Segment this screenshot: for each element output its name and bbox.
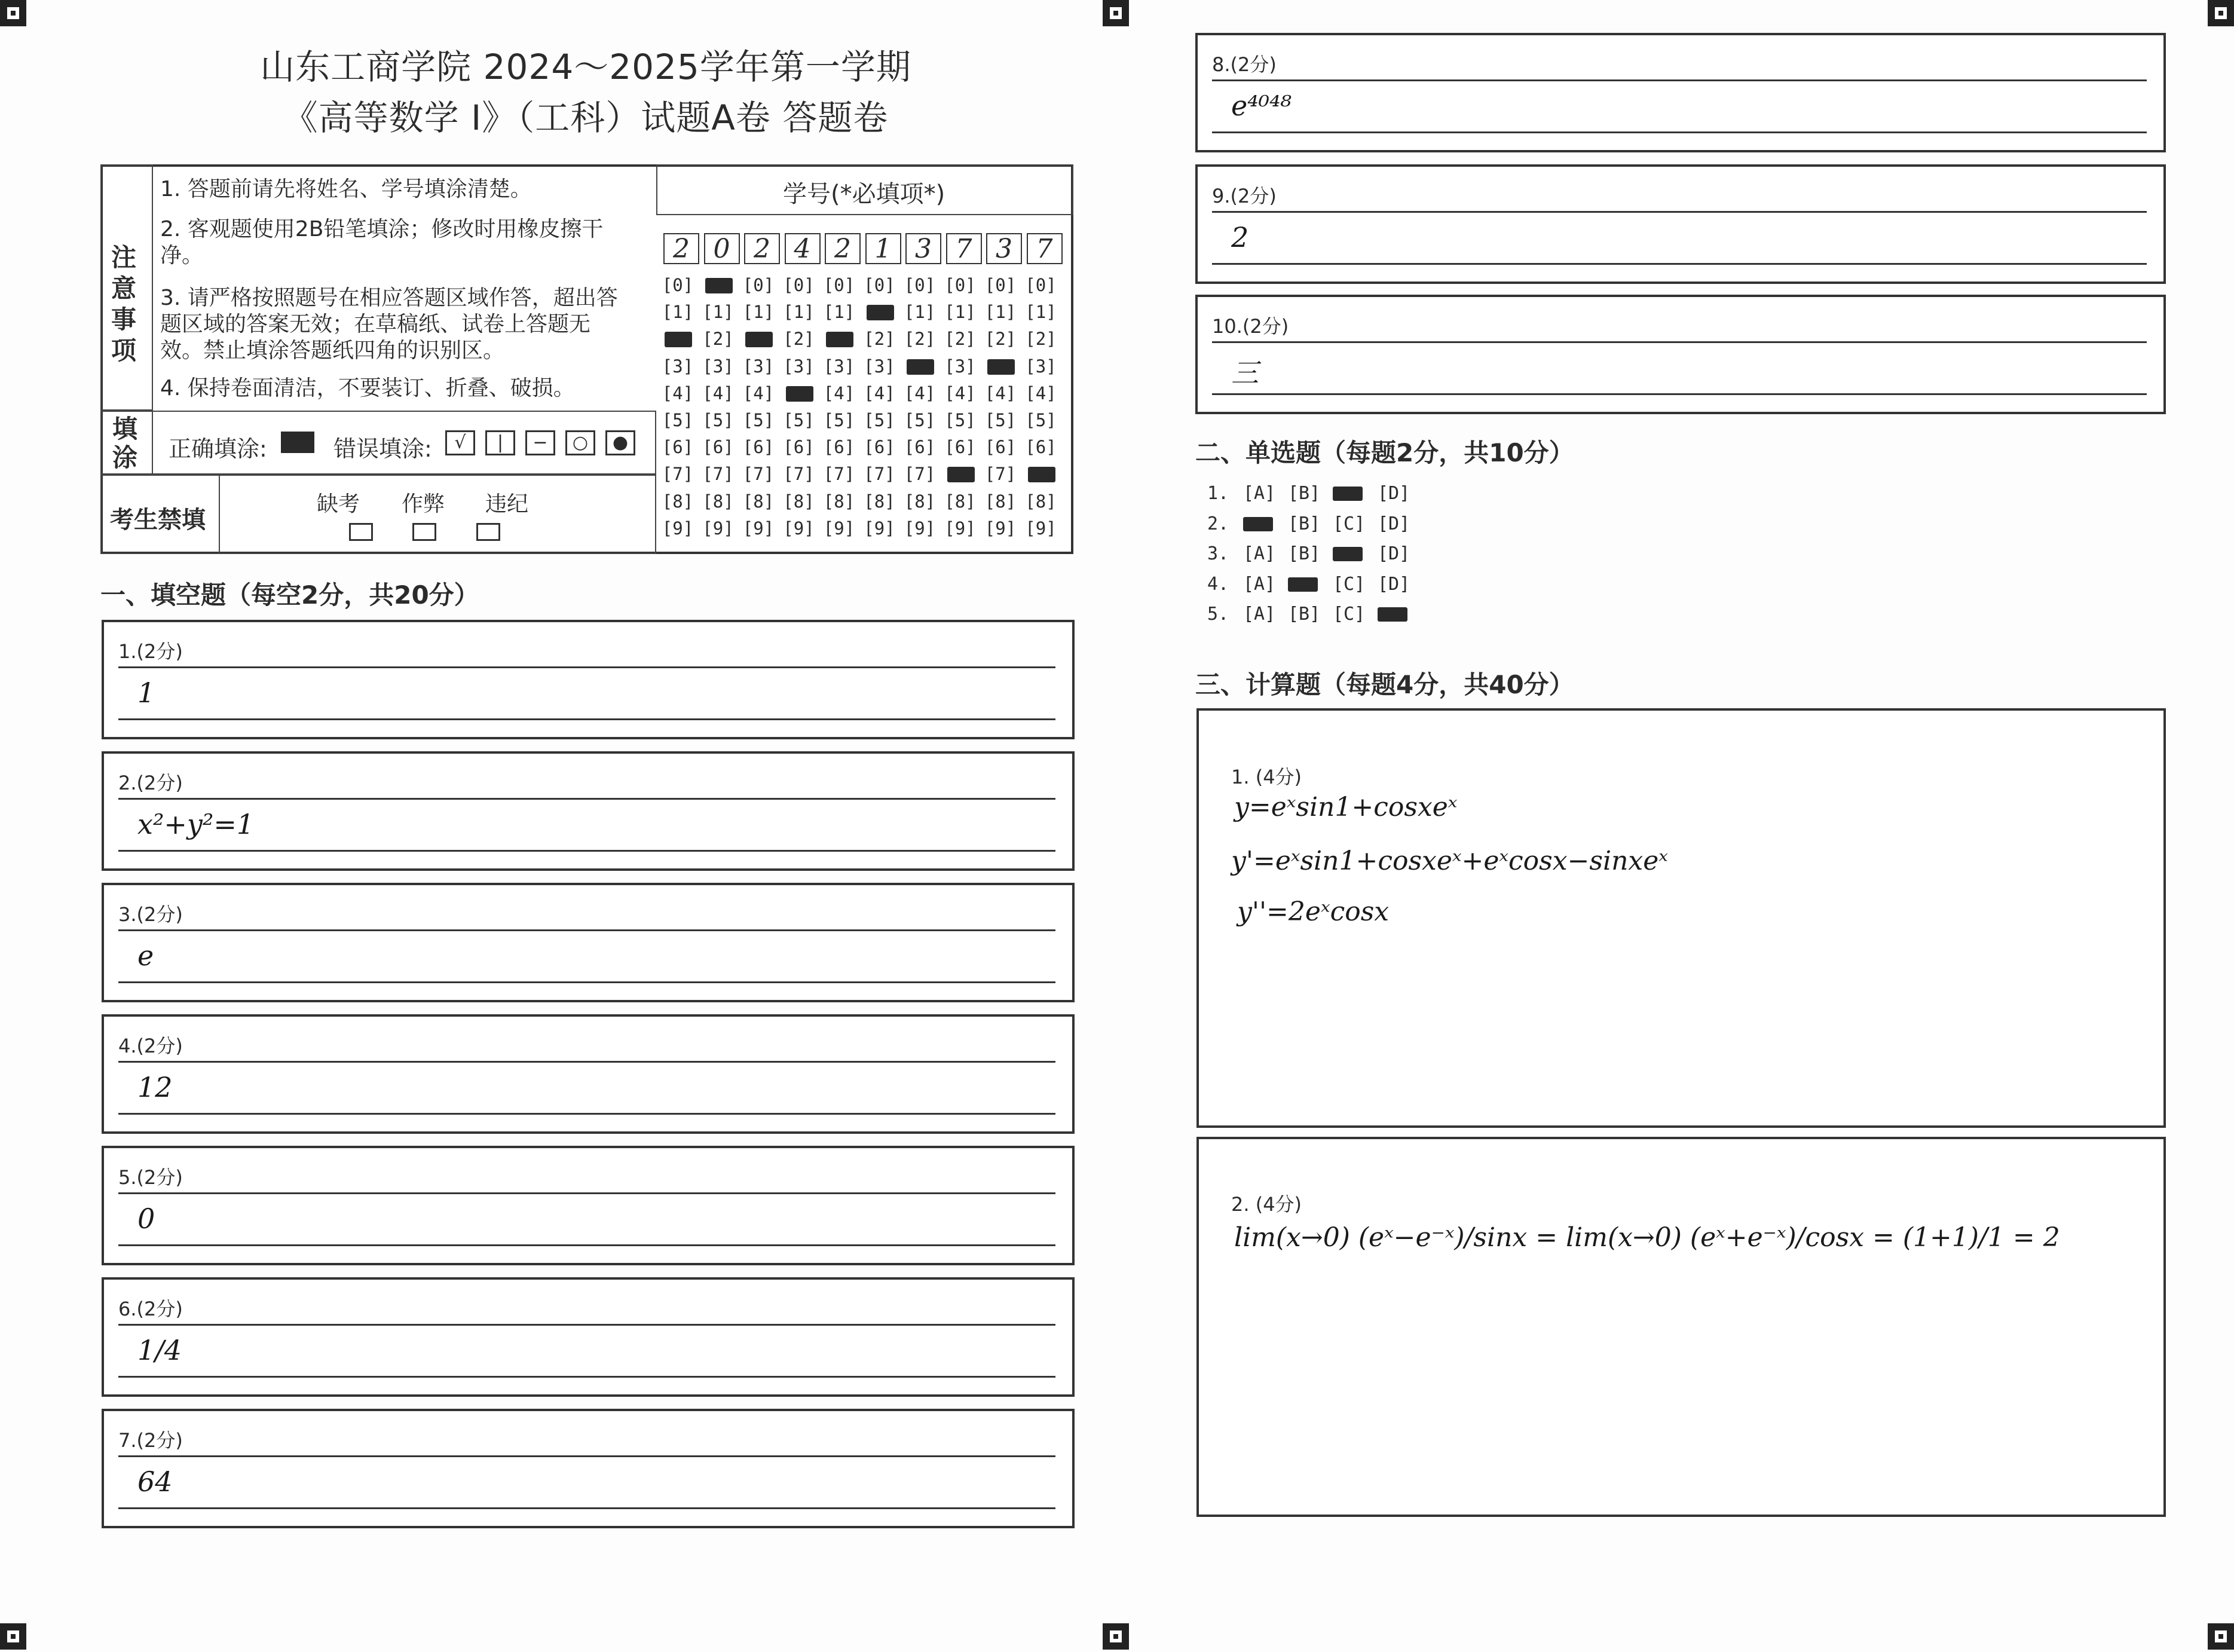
exam-title-line2: 《高等数学 I》（工科）试题A卷 答题卷: [283, 97, 889, 138]
correct-fill-example: [281, 432, 314, 453]
student-id-bubble[interactable]: [3]: [1025, 356, 1057, 377]
student-id-bubble[interactable]: [8]: [864, 491, 895, 512]
answer-line: [118, 1113, 1055, 1115]
fill-in-answer-box-10[interactable]: [1195, 295, 2166, 414]
fill-in-answer: 0: [137, 1203, 155, 1235]
banned-checkbox-absent[interactable]: [349, 523, 373, 541]
answer-line: [118, 798, 1055, 800]
correct-fill-label: 正确填涂:: [169, 436, 267, 462]
student-id-bubble[interactable]: [2]: [984, 329, 1017, 350]
mc-option[interactable]: [B]: [1288, 543, 1321, 564]
student-id-bubble[interactable]: [9]: [864, 518, 895, 539]
student-id-bubble[interactable]: [6]: [864, 437, 895, 458]
fill-in-answer-box-6[interactable]: [102, 1277, 1075, 1397]
student-id-bubble[interactable]: [1]: [823, 302, 855, 323]
mc-option-filled[interactable]: [1243, 517, 1273, 531]
student-id-bubble[interactable]: [7]: [662, 464, 694, 485]
mc-option[interactable]: [D]: [1378, 573, 1410, 595]
answer-line: [118, 981, 1055, 983]
answer-line: [1212, 211, 2147, 213]
answer-line: [118, 929, 1055, 931]
student-id-bubble[interactable]: [5]: [742, 410, 775, 430]
mc-option[interactable]: [A]: [1243, 573, 1276, 595]
fill-in-answer-box-5[interactable]: [102, 1146, 1075, 1265]
fill-in-answer-box-8[interactable]: [1195, 33, 2166, 152]
notice-item-2: 2. 客观题使用2B铅笔填涂；修改时用橡皮擦干净。: [160, 217, 604, 268]
fill-in-question-label: 3.(2分): [118, 903, 183, 926]
student-id-bubble[interactable]: [6]: [742, 437, 775, 458]
student-id-bubble[interactable]: [2]: [864, 329, 895, 350]
student-id-digit[interactable]: 1: [865, 233, 901, 264]
student-id-bubble[interactable]: [1]: [984, 302, 1017, 323]
notice-item-1: 1. 答题前请先将姓名、学号填涂清楚。: [160, 177, 532, 201]
exam-title-line1: 山东工商学院 2024～2025学年第一学期: [260, 47, 911, 87]
mc-option[interactable]: [D]: [1378, 513, 1410, 534]
student-id-bubble[interactable]: [2]: [702, 329, 734, 350]
calc-q1-line-1: y=eˣsin1+cosxeˣ: [1234, 792, 1458, 822]
student-id-bubble[interactable]: [3]: [864, 356, 895, 377]
student-id-bubble-filled[interactable]: [745, 332, 773, 347]
student-id-bubble[interactable]: [4]: [1025, 383, 1057, 403]
mc-question-number: 5.: [1207, 604, 1229, 625]
student-id-bubble[interactable]: [4]: [864, 383, 895, 403]
student-id-bubble[interactable]: [4]: [984, 383, 1017, 403]
fill-in-answer-box-9[interactable]: [1195, 164, 2166, 284]
fill-in-answer-box-4[interactable]: [102, 1014, 1075, 1134]
fill-in-question-label: 8.(2分): [1212, 53, 1277, 76]
student-id-digit[interactable]: 3: [905, 233, 941, 264]
calc-q2-label: 2. (4分): [1231, 1193, 1302, 1216]
student-id-bubble[interactable]: [8]: [1025, 491, 1057, 512]
student-id-bubble[interactable]: [0]: [823, 275, 855, 295]
fill-in-answer: 三: [1231, 357, 1259, 389]
student-id-bubble[interactable]: [3]: [742, 356, 775, 377]
section-single-choice-title: 二、单选题（每题2分，共10分）: [1195, 438, 1574, 467]
banned-checkbox-cheating[interactable]: [412, 523, 436, 541]
student-id-bubble[interactable]: [4]: [823, 383, 855, 403]
student-id-bubble[interactable]: [5]: [823, 410, 855, 430]
student-id-bubble[interactable]: [7]: [702, 464, 734, 485]
section-calculation-title: 三、计算题（每题4分，共40分）: [1195, 670, 1574, 699]
student-id-bubble[interactable]: [1]: [783, 302, 815, 323]
corner-marker-icon: [2208, 0, 2234, 26]
student-id-bubble-filled[interactable]: [1028, 467, 1055, 482]
student-id-bubble[interactable]: [9]: [984, 518, 1017, 539]
mc-option[interactable]: [D]: [1378, 543, 1410, 564]
answer-line: [118, 1376, 1055, 1378]
student-id-bubble-filled[interactable]: [867, 305, 894, 320]
mc-option[interactable]: [B]: [1288, 483, 1321, 504]
corner-marker-icon: [1103, 1623, 1129, 1650]
mc-question-number: 3.: [1207, 543, 1229, 564]
fill-in-question-label: 6.(2分): [118, 1298, 183, 1320]
student-id-bubble[interactable]: [6]: [904, 437, 936, 458]
answer-line: [118, 850, 1055, 852]
answer-line: [118, 1324, 1055, 1326]
answer-line: [118, 1455, 1055, 1457]
mc-option-filled[interactable]: [1288, 577, 1318, 592]
notice-side-label: 注意事项: [111, 243, 137, 365]
fill-in-answer-box-7[interactable]: [102, 1409, 1075, 1528]
student-id-bubble[interactable]: [7]: [904, 464, 936, 485]
wrong-fill-example: |: [485, 430, 515, 455]
student-id-bubble[interactable]: [4]: [702, 383, 734, 403]
student-id-bubble[interactable]: [5]: [904, 410, 936, 430]
fill-in-question-label: 9.(2分): [1212, 185, 1277, 207]
student-id-bubble[interactable]: [4]: [662, 383, 694, 403]
student-id-bubble[interactable]: [9]: [662, 518, 694, 539]
student-id-bubble-filled[interactable]: [907, 359, 934, 375]
student-id-bubble[interactable]: [0]: [1025, 275, 1057, 295]
fill-in-answer: 64: [137, 1466, 173, 1498]
fill-in-answer: 2: [1231, 221, 1249, 253]
fill-side-label: 填涂: [112, 414, 138, 472]
mc-option[interactable]: [C]: [1333, 513, 1366, 534]
student-id-bubble[interactable]: [1]: [904, 302, 936, 323]
student-id-bubble[interactable]: [5]: [984, 410, 1017, 430]
calc-q1-label: 1. (4分): [1231, 766, 1302, 788]
answer-line: [1212, 393, 2147, 395]
section-fill-in-title: 一、填空题（每空2分，共20分）: [100, 580, 479, 610]
banned-label: 考生禁填: [110, 506, 206, 534]
fill-in-answer: e: [137, 940, 154, 972]
banned-checkbox-violation[interactable]: [476, 523, 500, 541]
student-id-bubble[interactable]: [8]: [742, 491, 775, 512]
student-id-bubble[interactable]: [6]: [783, 437, 815, 458]
fill-in-answer-box-1[interactable]: [102, 620, 1075, 739]
student-id-bubble[interactable]: [1]: [662, 302, 694, 323]
mc-option[interactable]: [B]: [1288, 513, 1321, 534]
student-id-bubble[interactable]: [8]: [984, 491, 1017, 512]
corner-marker-icon: [1103, 0, 1129, 26]
mc-question-number: 1.: [1207, 483, 1229, 504]
fill-in-answer: e⁴⁰⁴⁸: [1231, 90, 1292, 122]
mc-question-number: 2.: [1207, 513, 1229, 534]
wrong-fill-example: ○: [565, 430, 595, 455]
student-id-digit[interactable]: 2: [744, 233, 780, 264]
wrong-fill-example: ●: [605, 430, 635, 455]
student-id-bubble[interactable]: [1]: [944, 302, 976, 323]
fill-in-answer: x²+y²=1: [137, 808, 255, 840]
student-id-digit[interactable]: 7: [946, 233, 982, 264]
student-id-bubble-filled[interactable]: [947, 467, 975, 482]
answer-line: [1212, 131, 2147, 133]
fill-in-answer: 1/4: [137, 1334, 182, 1366]
student-id-bubble-filled[interactable]: [786, 386, 813, 402]
student-id-digit[interactable]: 3: [986, 233, 1022, 264]
answer-line: [1212, 263, 2147, 265]
student-id-bubble[interactable]: [6]: [662, 437, 694, 458]
student-id-bubble[interactable]: [3]: [823, 356, 855, 377]
student-id-bubble[interactable]: [4]: [904, 383, 936, 403]
student-id-bubble[interactable]: [4]: [944, 383, 976, 403]
student-id-bubble[interactable]: [7]: [864, 464, 895, 485]
notice-item-4: 4. 保持卷面清洁，不要装订、折叠、破损。: [160, 376, 575, 400]
corner-marker-icon: [0, 0, 26, 26]
calc-q2-line: lim(x→0) (eˣ−e⁻ˣ)/sinx = lim(x→0) (eˣ+e⁻ˣ)/cosx = (1+1)/1 = 2: [1234, 1222, 2060, 1253]
student-id-bubble[interactable]: [4]: [742, 383, 775, 403]
student-id-digit[interactable]: 2: [663, 233, 699, 264]
calc-answer-box-2[interactable]: [1196, 1137, 2166, 1517]
fill-in-answer-box-3[interactable]: [102, 883, 1075, 1002]
student-id-bubble[interactable]: [9]: [904, 518, 936, 539]
mc-option[interactable]: [C]: [1333, 604, 1366, 625]
student-id-bubble[interactable]: [5]: [783, 410, 815, 430]
calc-q1-line-3: y''=2eˣcosx: [1237, 897, 1390, 927]
student-id-digit[interactable]: 2: [825, 233, 861, 264]
fill-in-question-label: 10.(2分): [1212, 315, 1289, 338]
student-id-bubble[interactable]: [3]: [944, 356, 976, 377]
student-id-bubble[interactable]: [0]: [984, 275, 1017, 295]
student-id-bubble[interactable]: [8]: [904, 491, 936, 512]
student-id-bubble[interactable]: [3]: [783, 356, 815, 377]
student-id-bubble[interactable]: [9]: [783, 518, 815, 539]
student-id-bubble[interactable]: [1]: [1025, 302, 1057, 323]
student-id-bubble[interactable]: [2]: [1025, 329, 1057, 350]
mc-option-filled[interactable]: [1333, 547, 1363, 561]
answer-line: [118, 1507, 1055, 1509]
fill-in-answer: 1: [137, 677, 155, 709]
mc-option-filled[interactable]: [1333, 487, 1363, 501]
corner-marker-icon: [0, 1623, 26, 1650]
student-id-bubble[interactable]: [6]: [944, 437, 976, 458]
student-id-bubble[interactable]: [6]: [702, 437, 734, 458]
student-id-bubble[interactable]: [0]: [662, 275, 694, 295]
student-id-bubble[interactable]: [9]: [823, 518, 855, 539]
mc-option-filled[interactable]: [1378, 607, 1407, 622]
student-id-bubble-filled[interactable]: [705, 278, 733, 293]
answer-line: [118, 718, 1055, 720]
student-id-bubble[interactable]: [7]: [823, 464, 855, 485]
wrong-fill-example: −: [525, 430, 555, 455]
banned-option-absent: 缺考: [317, 492, 360, 516]
mc-option[interactable]: [A]: [1243, 604, 1276, 625]
mc-option[interactable]: [B]: [1288, 604, 1321, 625]
student-id-digit[interactable]: 4: [785, 233, 821, 264]
answer-line: [118, 1192, 1055, 1194]
student-id-bubble[interactable]: [8]: [783, 491, 815, 512]
student-id-bubble[interactable]: [2]: [783, 329, 815, 350]
mc-option[interactable]: [A]: [1243, 483, 1276, 504]
banned-option-cheating: 作弊: [402, 492, 445, 516]
corner-marker-icon: [2208, 1623, 2234, 1650]
student-id-bubble[interactable]: [6]: [1025, 437, 1057, 458]
student-id-bubble[interactable]: [5]: [1025, 410, 1057, 430]
student-id-bubble[interactable]: [5]: [864, 410, 895, 430]
answer-line: [118, 1244, 1055, 1246]
student-id-bubble[interactable]: [0]: [742, 275, 775, 295]
answer-line: [118, 666, 1055, 668]
student-id-bubble[interactable]: [2]: [944, 329, 976, 350]
student-id-bubble[interactable]: [9]: [944, 518, 976, 539]
student-id-bubble[interactable]: [3]: [662, 356, 694, 377]
banned-option-violation: 违纪: [485, 492, 529, 516]
student-id-bubble[interactable]: [9]: [742, 518, 775, 539]
fill-in-question-label: 7.(2分): [118, 1429, 183, 1452]
fill-in-question-label: 1.(2分): [118, 640, 183, 663]
student-id-bubble[interactable]: [8]: [702, 491, 734, 512]
student-id-bubble[interactable]: [1]: [742, 302, 775, 323]
fill-in-question-label: 5.(2分): [118, 1166, 183, 1189]
student-id-bubble[interactable]: [0]: [783, 275, 815, 295]
student-id-bubble[interactable]: [0]: [864, 275, 895, 295]
student-id-bubble[interactable]: [2]: [904, 329, 936, 350]
fill-in-question-label: 2.(2分): [118, 772, 183, 794]
notice-item-3: 3. 请严格按照题号在相应答题区域作答，超出答题区域的答案无效；在草稿纸、试卷上答题无效。禁止填涂答题纸四角的识别区。: [160, 286, 618, 363]
student-id-bubble[interactable]: [5]: [662, 410, 694, 430]
student-id-bubble[interactable]: [6]: [823, 437, 855, 458]
student-id-bubble[interactable]: [9]: [702, 518, 734, 539]
student-id-bubble[interactable]: [0]: [904, 275, 936, 295]
student-id-bubble[interactable]: [1]: [702, 302, 734, 323]
student-id-bubble-filled[interactable]: [665, 332, 692, 347]
answer-line: [118, 1061, 1055, 1063]
student-id-label: 学号(*必填项*): [783, 181, 945, 208]
student-id-bubble[interactable]: [9]: [1025, 518, 1057, 539]
mc-option[interactable]: [A]: [1243, 543, 1276, 564]
student-id-bubble-filled[interactable]: [987, 359, 1015, 375]
student-id-digit[interactable]: 0: [704, 233, 740, 264]
student-id-bubble[interactable]: [3]: [702, 356, 734, 377]
student-id-bubble[interactable]: [7]: [783, 464, 815, 485]
student-id-bubble[interactable]: [6]: [984, 437, 1017, 458]
student-id-bubble[interactable]: [0]: [944, 275, 976, 295]
mc-option[interactable]: [C]: [1333, 573, 1366, 595]
fill-in-question-label: 4.(2分): [118, 1035, 183, 1057]
calc-q1-line-2: y'=eˣsin1+cosxeˣ+eˣcosx−sinxeˣ: [1231, 846, 1668, 876]
mc-question-number: 4.: [1207, 573, 1229, 595]
student-id-bubble[interactable]: [5]: [702, 410, 734, 430]
student-id-bubble[interactable]: [5]: [944, 410, 976, 430]
wrong-fill-label: 错误填涂:: [333, 436, 432, 462]
student-id-bubble-filled[interactable]: [826, 332, 853, 347]
student-id-bubble[interactable]: [7]: [742, 464, 775, 485]
student-id-bubble[interactable]: [8]: [662, 491, 694, 512]
student-id-bubble[interactable]: [8]: [944, 491, 976, 512]
student-id-bubble[interactable]: [8]: [823, 491, 855, 512]
fill-in-answer: 12: [137, 1071, 173, 1103]
wrong-fill-example: √: [445, 430, 475, 455]
student-id-digit[interactable]: 7: [1027, 233, 1063, 264]
student-id-bubble[interactable]: [7]: [984, 464, 1017, 485]
answer-line: [1212, 79, 2147, 81]
answer-line: [1212, 341, 2147, 343]
mc-option[interactable]: [D]: [1378, 483, 1410, 504]
